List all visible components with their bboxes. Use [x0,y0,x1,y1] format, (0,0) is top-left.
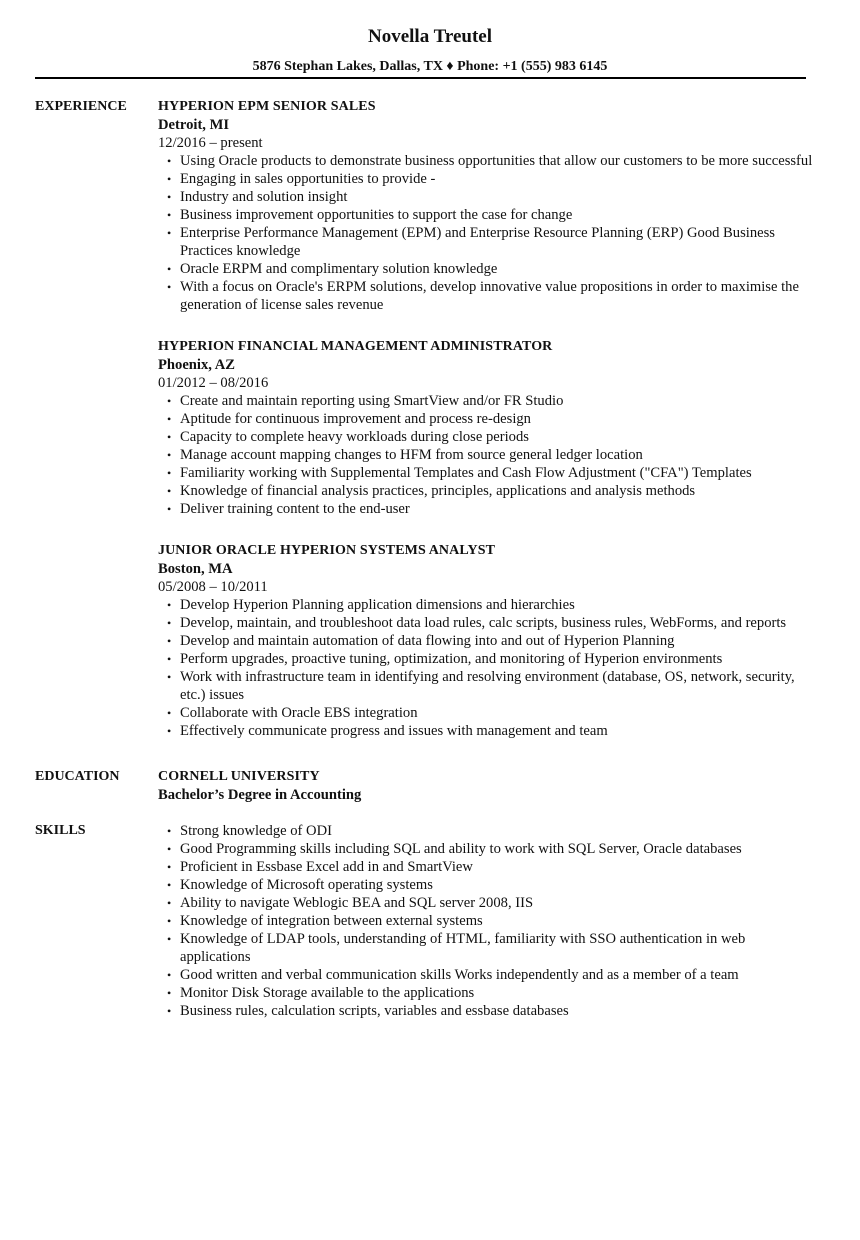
section-label-skills: SKILLS [35,823,86,838]
job-entry [158,338,815,518]
job-bullet: • Oracle ERPM and complimentary solution knowledge [180,260,815,278]
job-bullet: • Perform upgrades, proactive tuning, optimization, and monitoring of Hyperion environments [180,650,815,668]
section-label-experience: EXPERIENCE [35,99,127,114]
job-entry [158,98,815,314]
section-label-education: EDUCATION [35,769,120,784]
job-bullet: • Deliver training content to the end-user [180,500,815,518]
job-bullets [158,596,815,740]
skill-item: • Knowledge of integration between external systems [180,912,815,930]
job-bullet: • Collaborate with Oracle EBS integration [180,704,815,722]
job-dates: 05/2008 – 10/2011 [158,579,268,595]
job-bullet: • Work with infrastructure team in identifying and resolving environment (database, OS, network, security, etc.) issues [180,668,815,704]
job-title: JUNIOR ORACLE HYPERION SYSTEMS ANALYST [158,543,496,558]
job-bullets [158,392,815,518]
job-bullet: • Create and maintain reporting using SmartView and/or FR Studio [180,392,815,410]
job-title: HYPERION EPM SENIOR SALES [158,99,376,114]
job-bullet: • Develop and maintain automation of data flowing into and out of Hyperion Planning [180,632,815,650]
skill-item: • Ability to navigate Weblogic BEA and SQL server 2008, IIS [180,894,815,912]
job-bullet: • Engaging in sales opportunities to provide - [180,170,815,188]
resume-body [35,98,815,1020]
experience-section [35,98,815,740]
skill-item: • Good written and verbal communication skills Works independently and as a member of a team [180,966,815,984]
job-bullet: • Familiarity working with Supplemental Templates and Cash Flow Adjustment ("CFA") Templates [180,464,815,482]
header-divider [35,77,806,79]
contact-line: 5876 Stephan Lakes, Dallas, TX ♦ Phone: +1 (555) 983 6145 [252,59,608,74]
job-location: Boston, MA [158,561,233,577]
skill-item: • Strong knowledge of ODI [180,822,815,840]
job-bullet: • Effectively communicate progress and issues with management and team [180,722,815,740]
skills-list [158,822,815,1020]
job-bullet: • With a focus on Oracle's ERPM solutions, develop innovative value propositions in order to maximise the generation of license sales revenue [180,278,815,314]
experience-list [158,98,815,740]
job-bullet: • Develop, maintain, and troubleshoot data load rules, calc scripts, business rules, WebForms, and reports [180,614,815,632]
job-dates: 01/2012 – 08/2016 [158,375,269,391]
degree: Bachelor’s Degree in Accounting [158,787,362,803]
job-bullet: • Using Oracle products to demonstrate business opportunities that allow our customers to be more successful [180,152,815,170]
skill-item: • Business rules, calculation scripts, variables and essbase databases [180,1002,815,1020]
skill-item: • Proficient in Essbase Excel add in and SmartView [180,858,815,876]
job-bullet: • Knowledge of financial analysis practices, principles, applications and analysis methods [180,482,815,500]
job-bullet: • Develop Hyperion Planning application dimensions and hierarchies [180,596,815,614]
skill-item: • Good Programming skills including SQL and ability to work with SQL Server, Oracle databases [180,840,815,858]
job-entry [158,542,815,740]
job-title: HYPERION FINANCIAL MANAGEMENT ADMINISTRATOR [158,339,553,354]
skill-item: • Knowledge of LDAP tools, understanding of HTML, familiarity with SSO authentication in web applications [180,930,815,966]
job-bullet: • Enterprise Performance Management (EPM) and Enterprise Resource Planning (ERP) Good Business Practices knowledge [180,224,815,260]
skill-item: • Monitor Disk Storage available to the applications [180,984,815,1002]
job-location: Phoenix, AZ [158,357,236,373]
job-bullets [158,152,815,314]
job-bullet: • Aptitude for continuous improvement and process re-design [180,410,815,428]
candidate-name: Novella Treutel [367,26,492,47]
job-dates: 12/2016 – present [158,135,263,151]
job-bullet: • Business improvement opportunities to support the case for change [180,206,815,224]
skills-section [35,822,815,1020]
job-bullet: • Capacity to complete heavy workloads during close periods [180,428,815,446]
school-name: CORNELL UNIVERSITY [158,769,320,784]
job-bullet: • Manage account mapping changes to HFM from source general ledger location [180,446,815,464]
job-location: Detroit, MI [158,117,230,133]
education-section [35,768,815,804]
job-bullet: • Industry and solution insight [180,188,815,206]
skill-item: • Knowledge of Microsoft operating systems [180,876,815,894]
